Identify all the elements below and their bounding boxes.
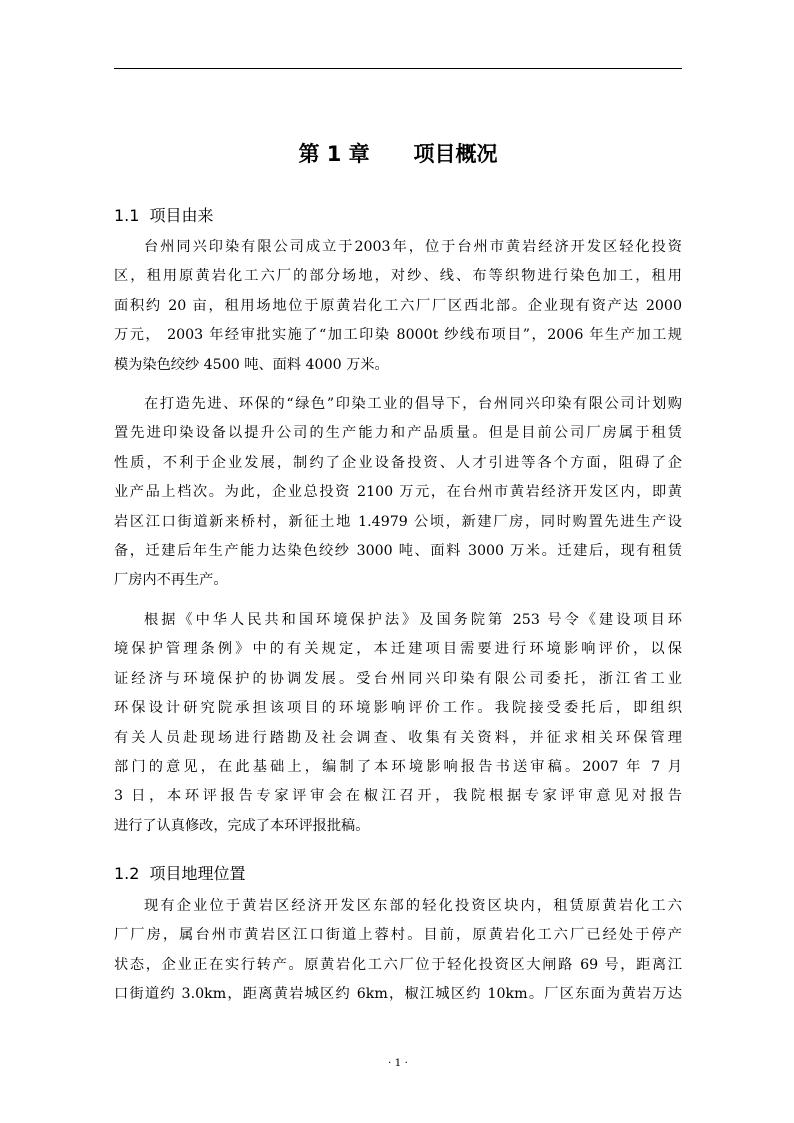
page-number: · 1 · — [387, 1057, 409, 1069]
paragraph-1 — [114, 233, 682, 380]
text-line: 模为染色绞纱 4500 吨、面料 4000 万米。 — [114, 356, 389, 373]
text-line: 性质，不利于企业发展，制约了企业设备投资、人才引进等各个方面，阻碍了企 — [114, 454, 682, 471]
section-title: 项目由来 — [149, 206, 214, 225]
text-line: 厂房内不再生产。 — [114, 572, 228, 589]
section-heading-1-1 — [114, 204, 682, 228]
text-line: 备，迁建后年生产能力达染色绞纱 3000 吨、面料 3000 万米。迁建后，现有租赁 — [114, 542, 682, 559]
section-heading-1-2 — [114, 862, 682, 886]
text-line: 环保设计研究院承担该项目的环境影响评价工作。我院接受委托后，即组织 — [114, 700, 682, 717]
text-line: 业产品上档次。为此，企业总投资 2100 万元，在台州市黄岩经济开发区内，即黄 — [114, 484, 682, 501]
paragraph-4 — [114, 892, 682, 1010]
header-rule — [114, 68, 682, 69]
text-line: 状态，企业正在实行转产。原黄岩化工六厂位于轻化投资区大闸路 69 号，距离江 — [114, 956, 682, 973]
text-line: 面积约 20 亩，租用场地位于原黄岩化工六厂厂区西北部。企业现有资产达 2000 — [114, 297, 682, 314]
text-line: 岩区江口街道新来桥村，新征土地 1.4979 公顷，新建厂房，同时购置先进生产设 — [114, 513, 682, 530]
text-line: 区，租用原黄岩化工六厂的部分场地，对纱、线、布等织物进行染色加工，租用 — [114, 268, 682, 285]
text-line: 在打造先进、环保的“绿色”印染工业的倡导下，台州同兴印染有限公司计划购 — [144, 396, 682, 412]
text-line: 进行了认真修改，完成了本环评报批稿。 — [114, 817, 370, 834]
text-line: 部门的意见，在此基础上，编制了本环境影响报告书送审稿。2007 年 7 月 — [114, 758, 682, 775]
text-line: 台州同兴印染有限公司成立于2003年，位于台州市黄岩经济开发区轻化投资 — [144, 239, 682, 255]
text-line: 3 日，本环评报告专家评审会在椒江召开，我院根据专家评审意见对报告 — [114, 788, 682, 805]
paragraph-2 — [114, 390, 682, 596]
chapter-title: 第 1 章 项目概况 — [298, 142, 498, 166]
text-line: 根据《中华人民共和国环境保护法》及国务院第 253 号令《建设项目环 — [144, 612, 682, 628]
text-line: 境保护管理条例》中的有关规定，本迁建项目需要进行环境影响评价，以保 — [114, 641, 682, 658]
text-line: 厂厂房，属台州市黄岩区江口街道上蓉村。目前，原黄岩化工六厂已经处于停产 — [114, 927, 682, 944]
text-line: 置先进印染设备以提升公司的生产能力和产品质量。但是目前公司厂房属于租赁 — [114, 425, 682, 442]
text-line: 现有企业位于黄岩区经济开发区东部的轻化投资区块内，租赁原黄岩化工六 — [144, 898, 682, 914]
text-line: 口街道约 3.0km，距离黄岩城区约 6km，椒江城区约 10km。厂区东面为黄岩万达 — [114, 986, 682, 1003]
text-line: 万元， 2003 年经审批实施了“加工印染 8000t 纱线布项目”，2006 年生产加工规 — [114, 327, 682, 344]
section-title: 项目地理位置 — [149, 864, 246, 883]
paragraph-3 — [114, 606, 682, 841]
section-number: 1.2 — [114, 864, 140, 883]
section-number: 1.1 — [114, 206, 140, 225]
text-line: 有关人员赴现场进行踏勘及社会调查、收集有关资料，并征求相关环保管理 — [114, 729, 682, 746]
text-line: 证经济与环境保护的协调发展。受台州同兴印染有限公司委托，浙江省工业 — [114, 670, 682, 687]
